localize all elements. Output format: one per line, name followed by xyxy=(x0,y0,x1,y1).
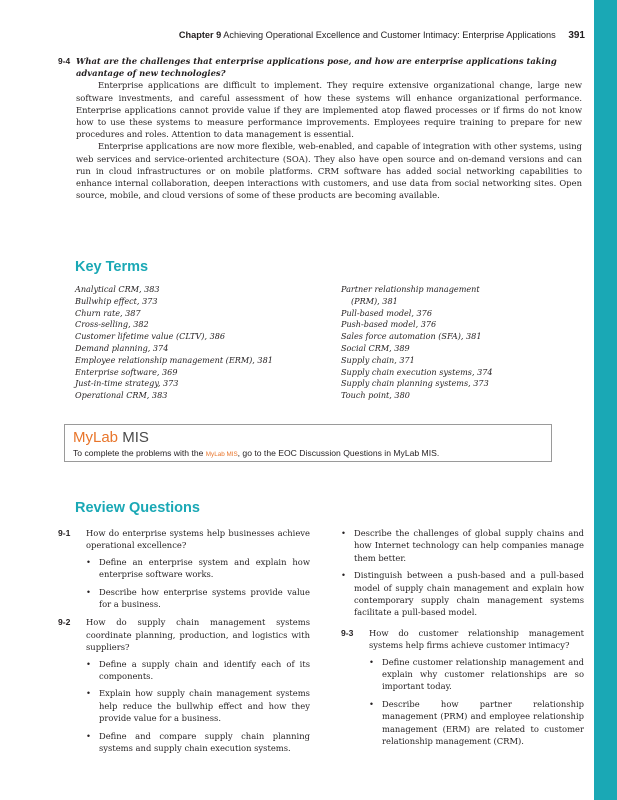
question-text: How do enterprise systems help businesses achieve operational excellence? xyxy=(86,528,310,551)
question-number: 9-4 xyxy=(58,56,71,66)
question-bullet: • Describe how partner relationship management (PRM) and employee relationship management (ERM) are related to customer relationship management (CRM). xyxy=(341,698,584,748)
review-questions-heading: Review Questions xyxy=(75,500,200,516)
chapter-label: Chapter 9 xyxy=(178,30,222,40)
question-bullet: • Describe the challenges of global supply chains and how Internet technology can help companies manage them better. xyxy=(341,527,584,564)
instruction-text: , go to the EOC Discussion Questions in MyLab MIS. xyxy=(237,448,440,458)
key-term: Supply chain execution systems, 374 xyxy=(341,366,493,377)
key-term: Just-in-time strategy, 373 xyxy=(75,378,179,389)
key-terms-right-column xyxy=(341,284,493,402)
question-bullet: • Describe how enterprise systems provide value for a business. xyxy=(58,586,310,611)
key-term: Partner relationship management xyxy=(341,284,480,294)
mis-logo-text: MIS xyxy=(122,429,149,446)
key-term: Operational CRM, 383 xyxy=(75,390,168,401)
chapter-title: Achieving Operational Excellence and Customer Intimacy: Enterprise Applications xyxy=(223,30,556,40)
question-number: 9-3 xyxy=(341,627,354,638)
question-bullet: • Define an enterprise system and explain how enterprise software works. xyxy=(58,556,310,581)
question-number: 9-1 xyxy=(58,528,71,538)
review-right-column xyxy=(341,527,584,753)
mylab-logo-text: MyLab xyxy=(73,429,119,446)
instruction-text: To complete the problems with the xyxy=(73,448,206,458)
key-terms-heading: Key Terms xyxy=(75,259,149,275)
key-term: Social CRM, 389 xyxy=(341,342,410,353)
key-term: Push-based model, 376 xyxy=(341,319,437,330)
key-term: Analytical CRM, 383 xyxy=(75,284,160,294)
review-question-9-2-continued xyxy=(341,527,584,619)
key-term: Churn rate, 387 xyxy=(75,307,141,318)
summary-question-9-4 xyxy=(58,55,582,201)
mylab-mis-box xyxy=(64,424,552,462)
question-bullet: • Distinguish between a push-based and a pull-based model of supply chain management and explain how contemporary supply chain management systems facilitate a pull-based model. xyxy=(341,569,584,619)
question-text: What are the challenges that enterprise applications pose, and how are enterprise applications taking advantage of new technologies? xyxy=(76,56,557,79)
review-left-column xyxy=(58,527,310,760)
page-number: 391 xyxy=(568,30,585,41)
key-term: Supply chain, 371 xyxy=(341,354,415,365)
key-term: Bullwhip effect, 373 xyxy=(75,295,158,306)
review-question-9-2 xyxy=(58,616,310,754)
key-term: Pull-based model, 376 xyxy=(341,307,432,318)
answer-paragraph: Enterprise applications are now more flexible, web-enabled, and capable of integration with other systems, using web services and service-oriented architecture (SOA). They also have open source and on-demand versions and can run in cloud infrastructures or on mobile platforms. CRM software has added social networking capabilities to enhance internal collaboration, deepen interactions with customers, and use data from social networking sites. Open source, mobile, and cloud versions of some of these products are becoming available. xyxy=(76,141,582,201)
mylab-logo xyxy=(73,429,149,446)
question-text: How do customer relationship management systems help firms achieve customer intimacy? xyxy=(369,627,584,651)
mylab-inline-brand: MyLab MIS xyxy=(205,451,238,458)
key-term: Supply chain planning systems, 373 xyxy=(341,378,489,389)
key-term: Enterprise software, 369 xyxy=(75,366,178,377)
key-term: Touch point, 380 xyxy=(341,390,410,401)
question-number: 9-2 xyxy=(58,617,71,628)
running-header xyxy=(179,30,585,41)
chapter-color-band xyxy=(594,0,617,800)
key-term: Demand planning, 374 xyxy=(75,342,169,353)
key-term-continuation: (PRM), 381 xyxy=(351,295,398,306)
review-question-9-1 xyxy=(58,527,310,610)
question-bullet: • Explain how supply chain management systems help reduce the bullwhip effect and how they provide value for a business. xyxy=(58,687,310,724)
answer-paragraph: Enterprise applications are difficult to implement. They require extensive organizational change, large new software investments, and careful assessment of how these systems will enhance organizational performance. Enterprise applications cannot provide value if they are implemented atop flawed processes or if firms do not know how to use these systems to measure performance improvements. Employees require training to prepare for new procedures and roles. Attention to data management is essential. xyxy=(76,80,582,140)
review-question-9-3 xyxy=(341,627,584,748)
key-term: Customer lifetime value (CLTV), 386 xyxy=(75,331,226,342)
question-text: How do supply chain management systems coordinate planning, production, and logistics with suppliers? xyxy=(86,617,310,653)
question-bullet: • Define a supply chain and identify each of its components. xyxy=(58,658,310,683)
question-bullet: • Define and compare supply chain planning systems and supply chain execution systems. xyxy=(58,730,310,755)
key-terms-left-column xyxy=(75,284,273,402)
key-term: Sales force automation (SFA), 381 xyxy=(341,331,482,342)
mylab-instructions xyxy=(73,448,439,458)
key-term: Employee relationship management (ERM), 381 xyxy=(75,354,273,365)
question-bullet: • Define customer relationship management and explain why customer relationships are so important today. xyxy=(341,656,584,693)
key-term: Cross-selling, 382 xyxy=(75,319,149,330)
